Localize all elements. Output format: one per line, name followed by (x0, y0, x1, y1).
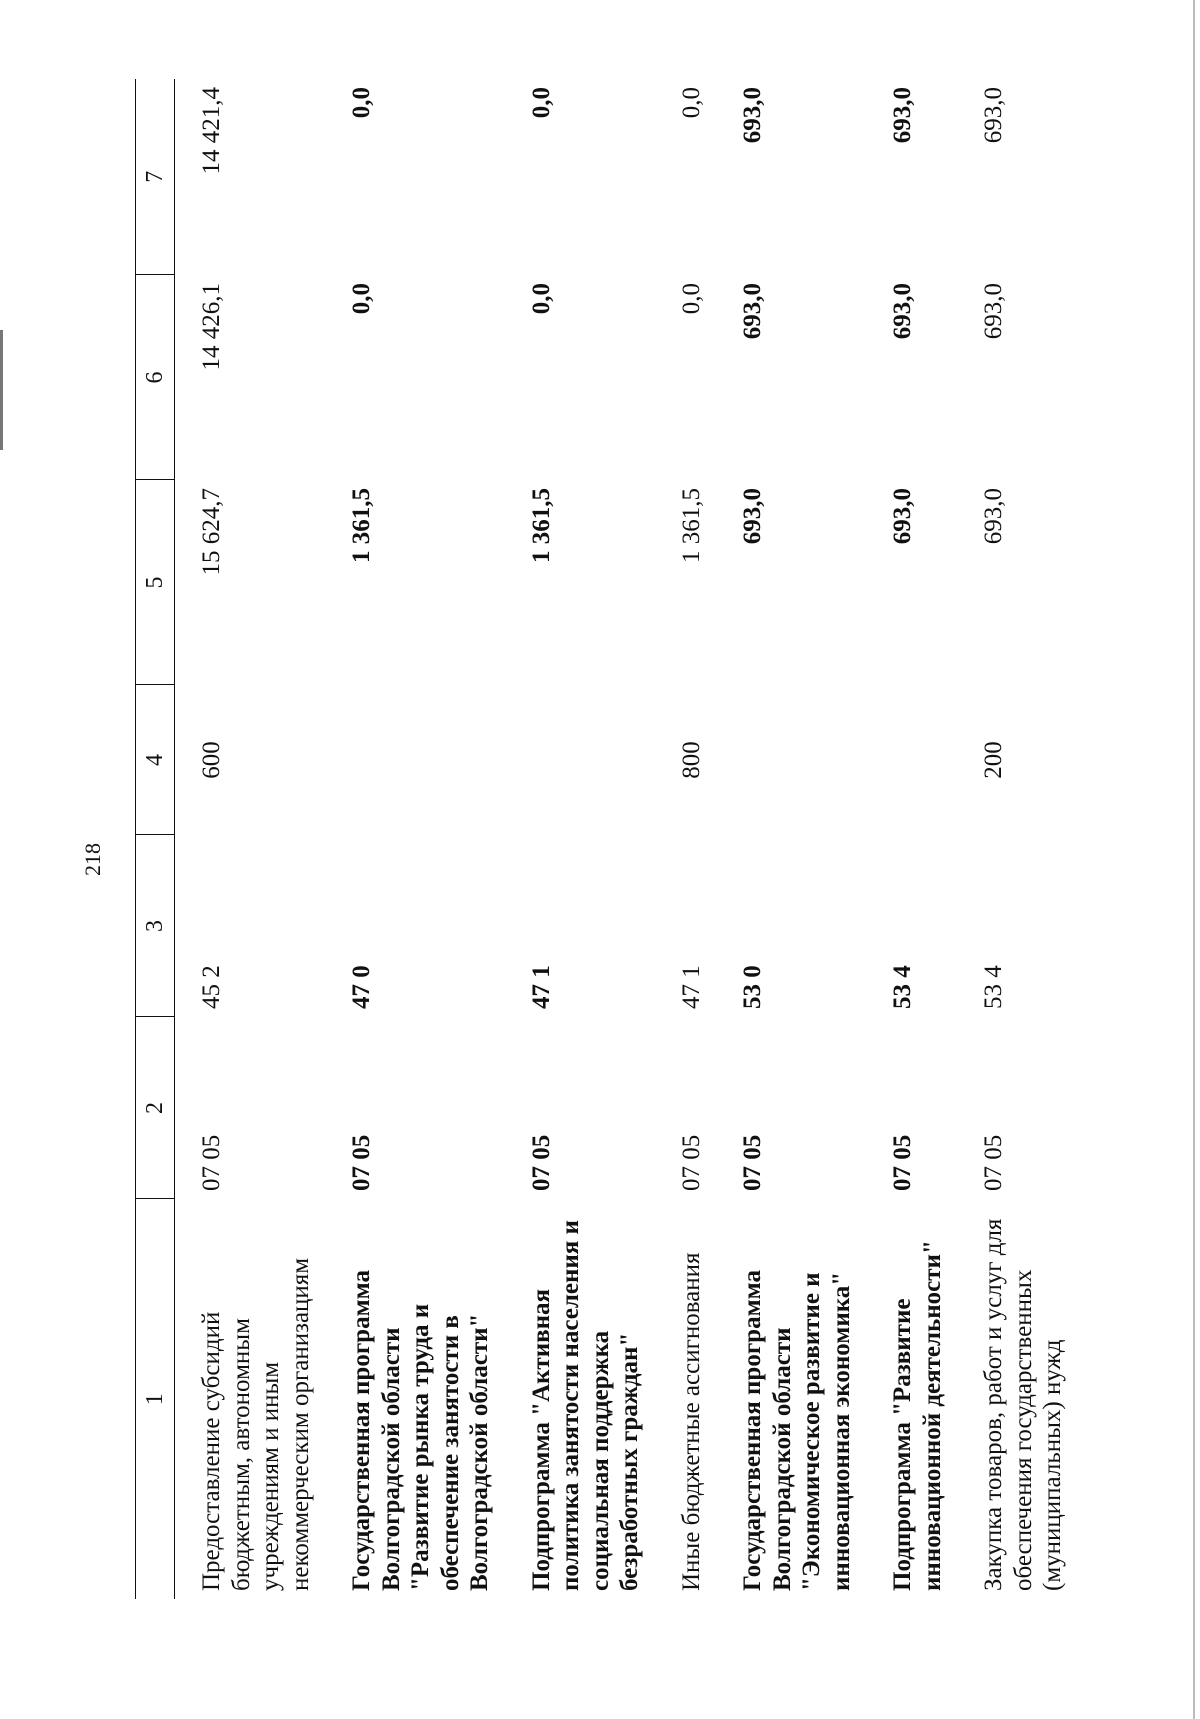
row-name: Предоставление субсидий бюджетным, автономным учреждениям и иным некоммерческим организациям (198, 1257, 314, 1591)
row-value-6: 0,0 (348, 283, 375, 315)
row-expense (325, 685, 505, 835)
row-value-7: 14 421,4 (198, 87, 225, 175)
row-value-7: 693,0 (889, 87, 916, 144)
row-target: 53 4 (980, 965, 1007, 1009)
row-expense (505, 685, 655, 835)
row-target: 53 0 (739, 965, 766, 1009)
row-section: 07 05 (889, 1134, 916, 1191)
row-value-7: 693,0 (739, 87, 766, 144)
row-name: Государственная программа Волгоградской области "Развитие рынка труда и обеспечение занятости в Волгоградской области" (348, 1270, 493, 1591)
row-value-6: 0,0 (527, 283, 555, 315)
column-header-2: 2 (136, 1017, 175, 1199)
column-header-3: 3 (136, 835, 175, 1017)
row-value-7: 0,0 (348, 87, 375, 119)
row-expense: 600 (198, 741, 225, 779)
row-value-6: 693,0 (739, 283, 766, 340)
row-name: Подпрограмма "Развитие инновационной деятельности" (889, 1240, 946, 1591)
table-row (716, 79, 866, 1599)
table-row (505, 79, 655, 1599)
row-section: 07 05 (527, 1134, 555, 1191)
header-row (136, 79, 175, 1599)
row-section: 07 05 (198, 1134, 225, 1191)
row-section: 07 05 (980, 1134, 1007, 1191)
row-section: 07 05 (739, 1134, 766, 1191)
row-value-7: 0,0 (677, 87, 705, 119)
row-target: 47 0 (348, 965, 375, 1009)
column-header-5: 5 (136, 480, 175, 685)
column-header-7: 7 (136, 79, 175, 275)
row-target: 53 4 (889, 965, 916, 1009)
row-value-5: 1 361,5 (677, 488, 705, 563)
table-body (175, 79, 1078, 1599)
scan-edge-mark (0, 330, 3, 450)
column-header-1: 1 (136, 1199, 175, 1599)
column-header-6: 6 (136, 275, 175, 480)
row-value-5: 693,0 (980, 488, 1007, 545)
row-value-5: 693,0 (739, 488, 766, 545)
table-row (175, 79, 326, 1599)
row-value-6: 14 426,1 (198, 283, 225, 371)
row-target: 47 1 (527, 965, 555, 1009)
table-header (136, 79, 175, 1599)
row-value-5: 15 624,7 (198, 488, 225, 576)
row-value-5: 1 361,5 (527, 488, 555, 563)
table-row (325, 79, 505, 1599)
row-value-5: 1 361,5 (348, 488, 375, 563)
column-header-4: 4 (136, 685, 175, 835)
row-value-5: 693,0 (889, 488, 916, 545)
row-expense (716, 685, 866, 835)
row-expense: 200 (980, 741, 1007, 779)
row-value-6: 693,0 (980, 283, 1007, 340)
row-section: 07 05 (677, 1134, 705, 1191)
row-target: 45 2 (198, 965, 225, 1009)
row-target: 47 1 (677, 965, 705, 1009)
row-value-7: 693,0 (980, 87, 1007, 144)
page-number: 218 (80, 843, 105, 876)
row-expense (866, 685, 957, 835)
row-expense: 800 (677, 741, 705, 779)
row-value-6: 0,0 (677, 283, 705, 315)
row-section: 07 05 (348, 1134, 375, 1191)
row-name: Государственная программа Волгоградской области "Экономическое развитие и инновационная экономика" (739, 1270, 855, 1591)
scan-edge-mark (1193, 0, 1195, 1719)
table-row (866, 79, 957, 1599)
table-row (957, 79, 1078, 1599)
table-row (655, 79, 717, 1599)
row-name: Иные бюджетные ассигнования (677, 1252, 705, 1591)
row-value-6: 693,0 (889, 283, 916, 340)
budget-table (135, 79, 1078, 1599)
row-name: Закупка товаров, работ и услуг для обеспечения государственных (муниципальных) нужд (980, 1218, 1066, 1591)
row-name: Подпрограмма "Активная политика занятости населения и социальная поддержка безработных граждан" (527, 1220, 643, 1591)
row-value-7: 0,0 (527, 87, 555, 119)
